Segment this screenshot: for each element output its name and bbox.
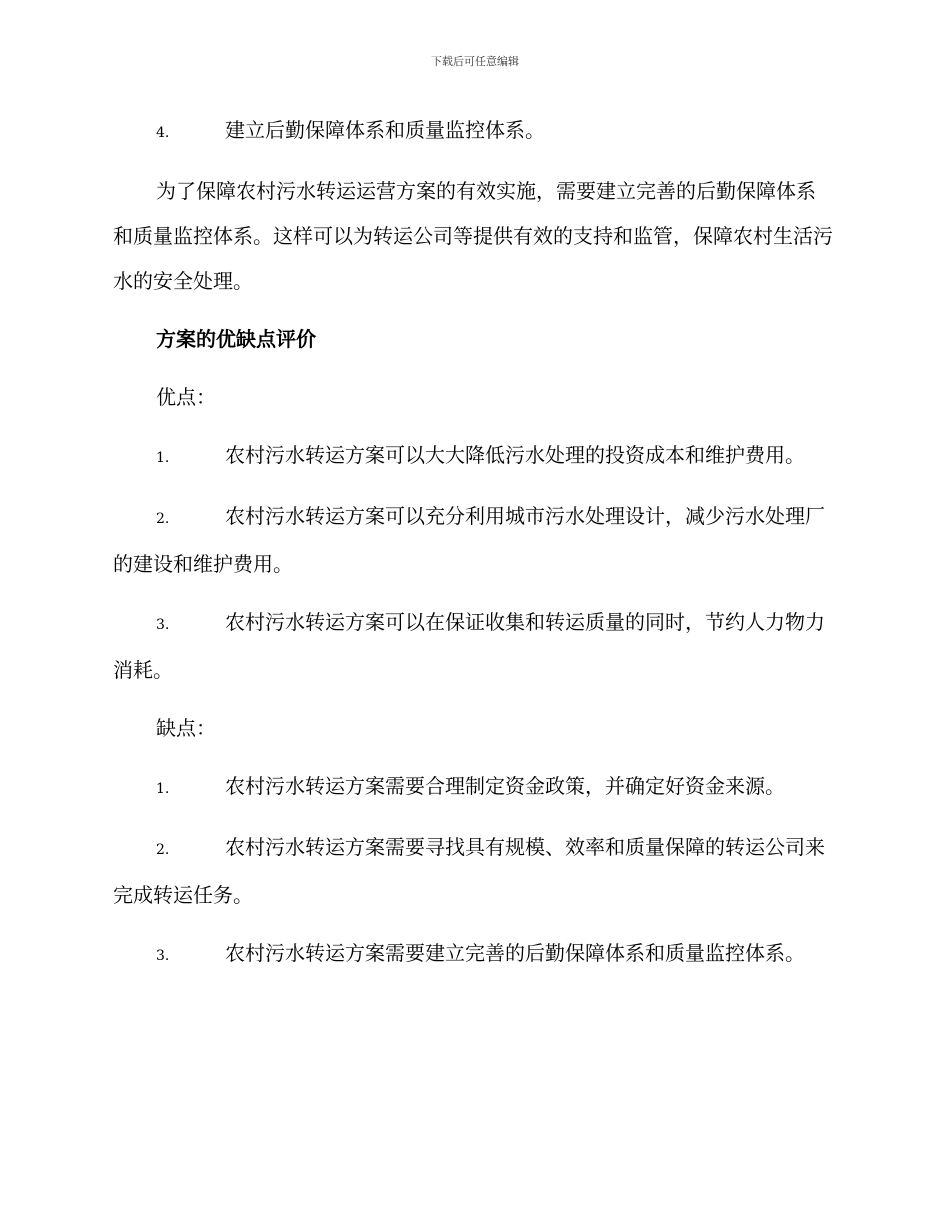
list-number: 1.: [156, 781, 170, 797]
list-item-text: 农村污水转运方案需要寻找具有规模、效率和质量保障的转运公司来完成转运任务。: [113, 835, 825, 907]
list-item-text: 农村污水转运方案可以充分利用城市污水处理设计，减少污水处理厂的建设和维护费用。: [113, 504, 825, 576]
list-number: 2.: [156, 842, 170, 858]
list-item-text: 农村污水转运方案可以大大降低污水处理的投资成本和维护费用。: [225, 443, 805, 467]
disadvantage-item: [113, 825, 835, 918]
list-number: 3.: [156, 948, 170, 964]
advantage-item: [113, 433, 835, 481]
body-paragraph: 为了保障农村污水转运运营方案的有效实施，需要建立完善的后勤保障体系和质量监控体系。这样可以为转运公司等提供有效的支持和监管，保障农村生活污水的安全处理。: [113, 179, 833, 293]
list-number: 1.: [156, 450, 170, 466]
section-4-title: [113, 108, 835, 156]
section-title-text: 建立后勤保障体系和质量监控体系。: [225, 118, 545, 142]
advantages-label: 优点：: [156, 385, 216, 409]
disadvantage-item: [113, 764, 835, 812]
list-item-text: 农村污水转运方案需要合理制定资金政策，并确定好资金来源。: [225, 774, 785, 798]
list-number: 2.: [156, 511, 170, 527]
list-number: 4.: [156, 125, 170, 141]
page-header-note: 下载后可任意编辑: [431, 55, 519, 68]
advantage-item: [113, 600, 835, 693]
document-body: [113, 108, 835, 979]
disadvantage-item: [113, 931, 835, 979]
evaluation-heading: 方案的优缺点评价: [156, 327, 316, 351]
disadvantages-label: 缺点：: [156, 716, 216, 740]
advantage-item: [113, 494, 835, 587]
list-item-text: 农村污水转运方案可以在保证收集和转运质量的同时，节约人力物力消耗。: [113, 610, 825, 682]
list-number: 3.: [156, 617, 170, 633]
list-item-text: 农村污水转运方案需要建立完善的后勤保障体系和质量监控体系。: [225, 941, 805, 965]
